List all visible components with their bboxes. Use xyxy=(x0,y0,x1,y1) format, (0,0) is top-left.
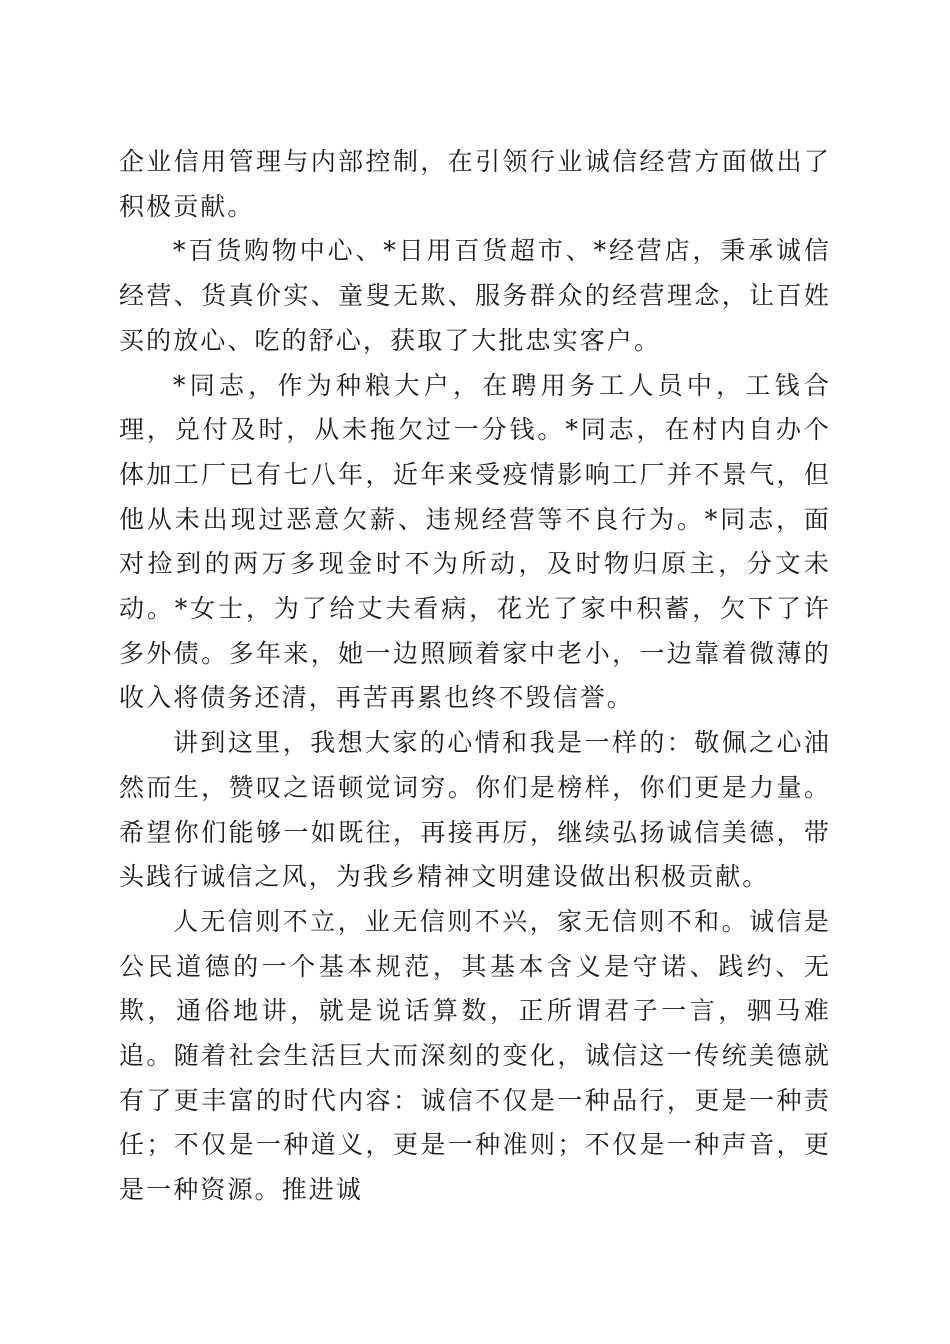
paragraph-integrity: 人无信则不立，业无信则不兴，家无信则不和。诚信是公民道德的一个基本规范，其基本含义是守诺、践约、无欺，通俗地讲，就是说话算数，正所谓君子一言，驷马难追。随着社会生活巨大而深刻的变化，诚信这一传统美德就有了更丰富的时代内容：诚信不仅是一种品行，更是一种责任；不仅是一种道义，更是一种准则；不仅是一种声音，更是一种资源。推进诚 xyxy=(119,906,831,1205)
paragraph-individuals: *同志，作为种粮大户，在聘用务工人员中，工钱合理，兑付及时，从未拖欠过一分钱。*同志，在村内自办个体加工厂已有七八年，近年来受疫情影响工厂并不景气，但他从未出现过恶意欠薪、违规经营等不良行为。*同志，面对捡到的两万多现金时不为所动，及时物归原主，分文未动。*女士，为了给丈夫看病，花光了家中积蓄，欠下了许多外债。多年来，她一边照顾着家中老小，一边靠着微薄的收入将债务还清，再苦再累也终不毁信誉。 xyxy=(119,370,831,713)
paragraph-continuation: 企业信用管理与内部控制，在引领行业诚信经营方面做出了积极贡献。 xyxy=(119,147,831,221)
paragraph-stores: *百货购物中心、*日用百货超市、*经营店，秉承诚信经营、货真价实、童叟无欺、服务群众的经营理念，让百姓买的放心、吃的舒心，获取了大批忠实客户。 xyxy=(119,236,831,355)
document-body xyxy=(119,140,831,1213)
paragraph-admiration: 讲到这里，我想大家的心情和我是一样的：敬佩之心油然而生，赞叹之语顿觉词穷。你们是榜样，你们更是力量。希望你们能够一如既往，再接再厉，继续弘扬诚信美德，带头践行诚信之风，为我乡精神文明建设做出积极贡献。 xyxy=(119,728,831,892)
